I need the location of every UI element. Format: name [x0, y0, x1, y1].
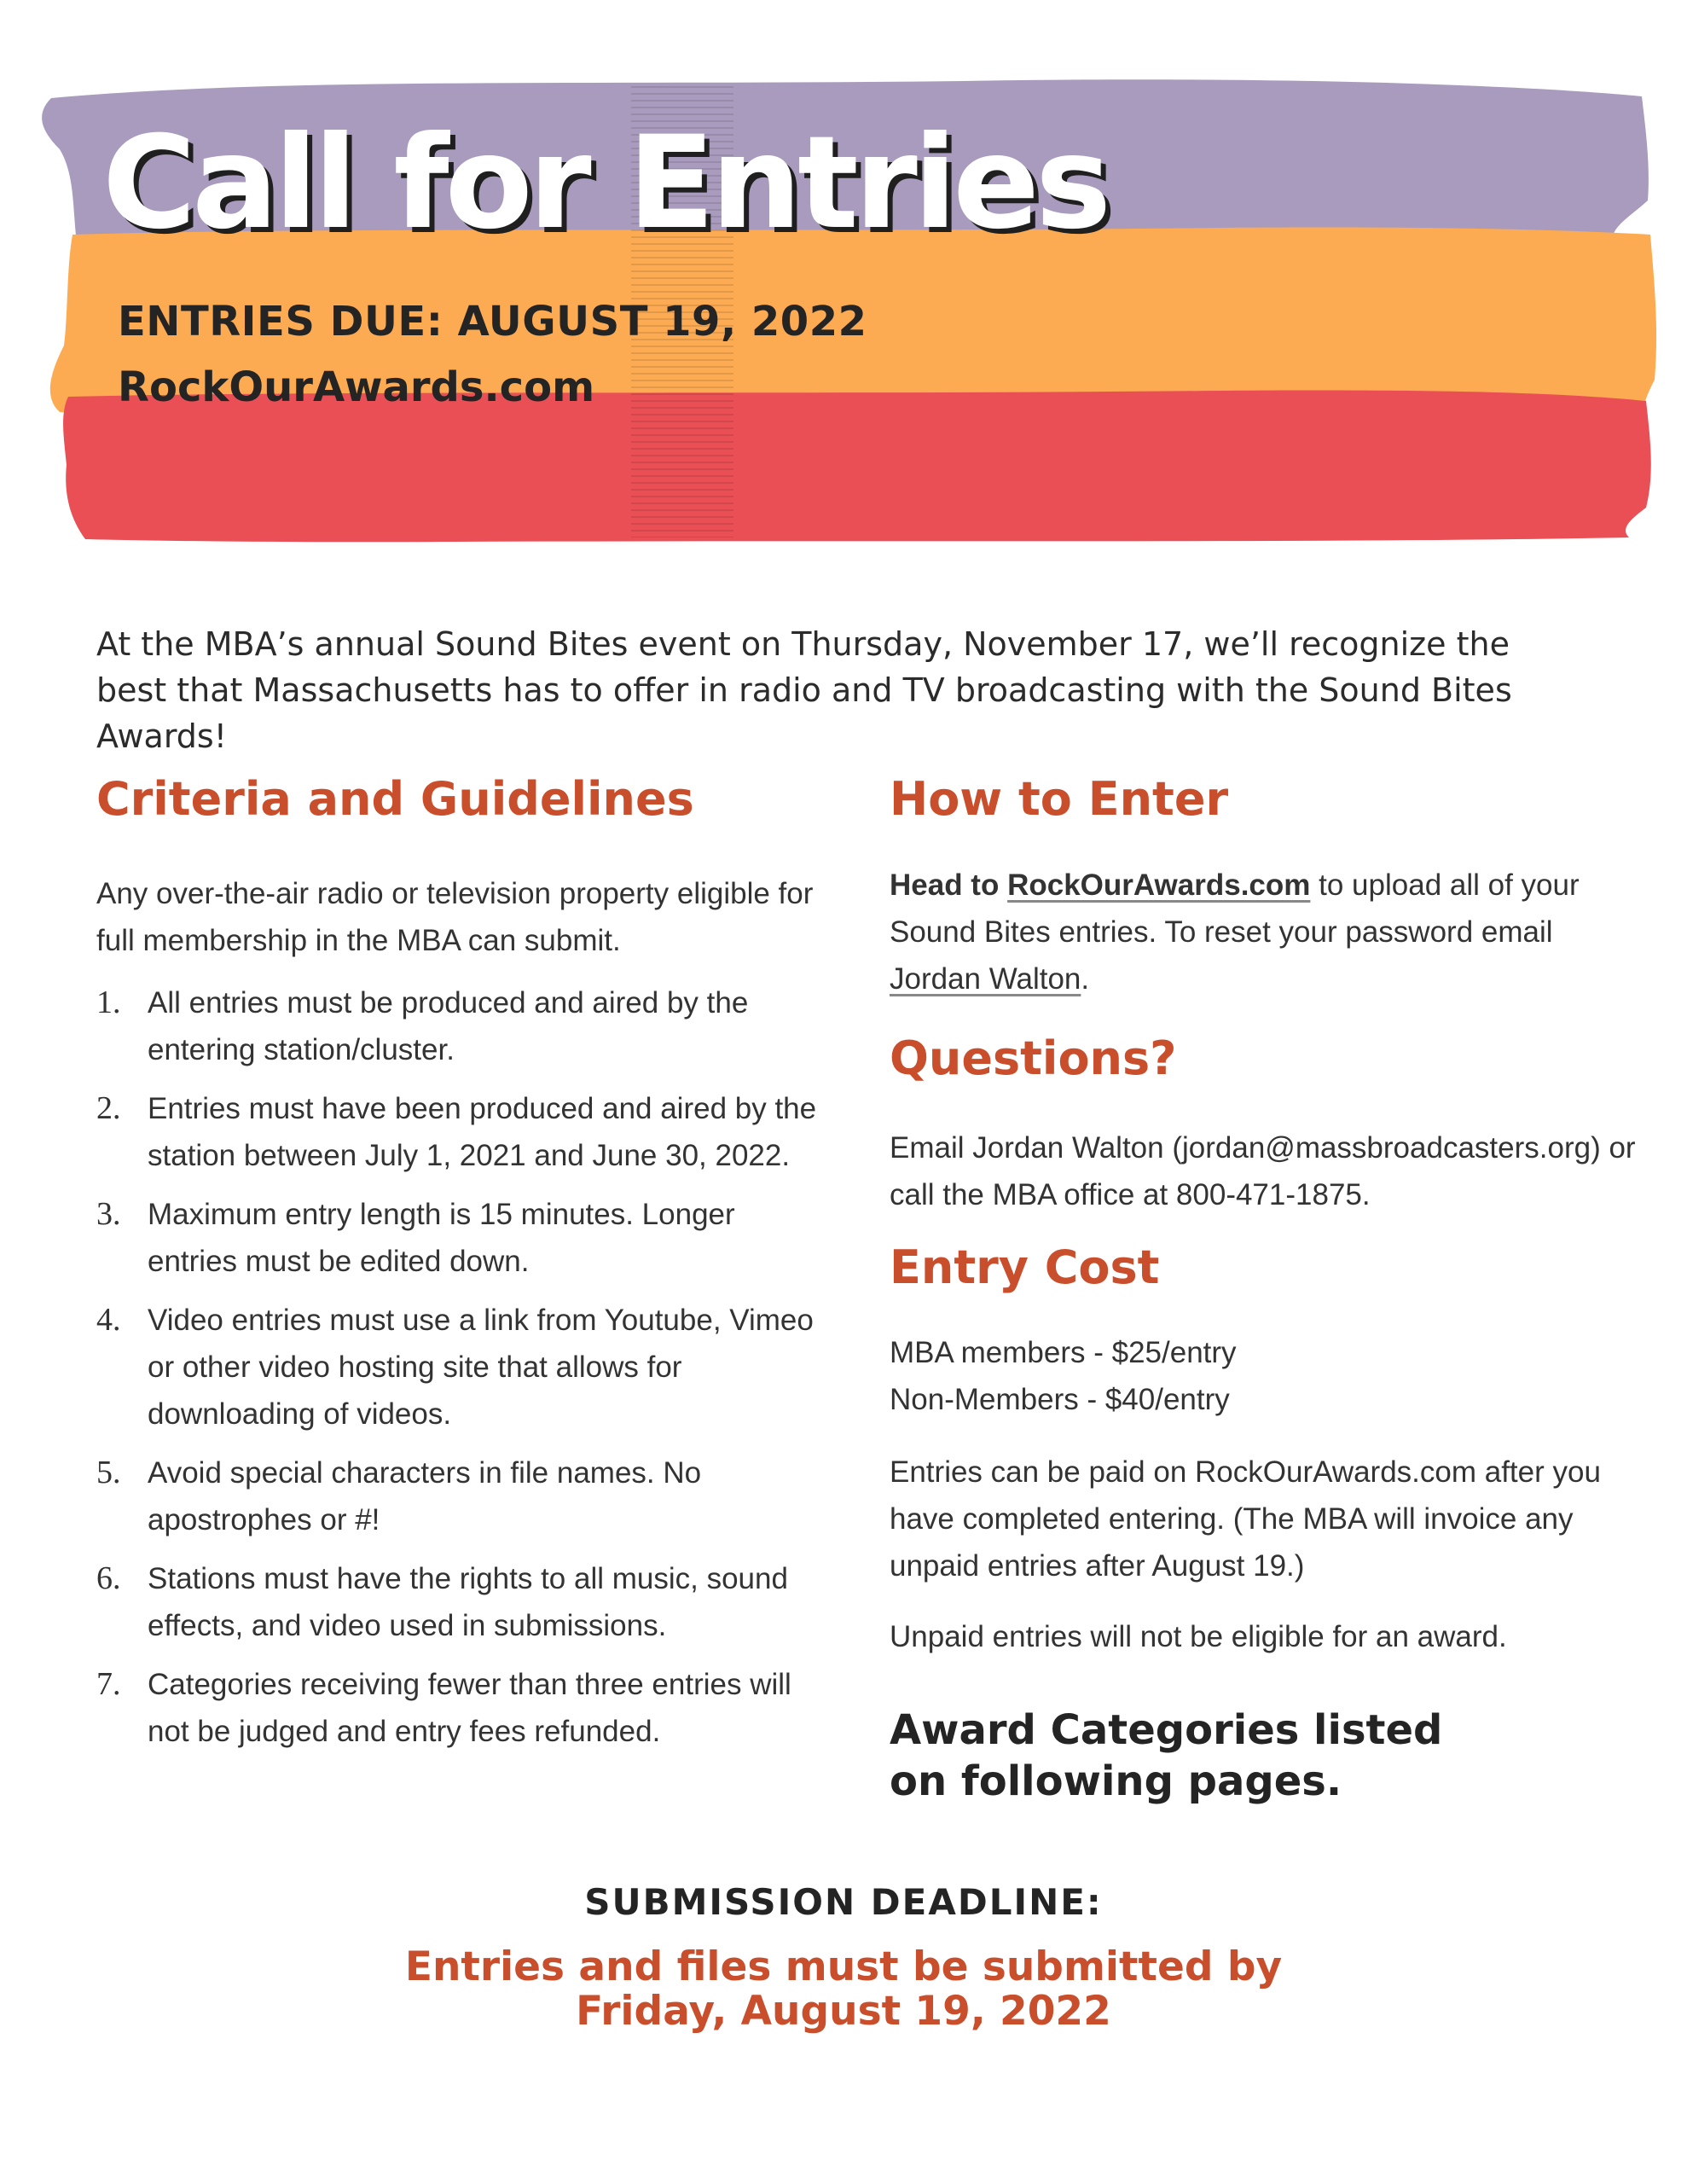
unpaid-note: Unpaid entries will not be eligible for an award. [890, 1620, 1507, 1654]
criteria-heading: Criteria and Guidelines [96, 772, 694, 826]
item-text: Stations must have the rights to all music, sound effects, and video used in submissions. [148, 1561, 788, 1642]
list-item [96, 1297, 830, 1438]
award-categories-note [890, 1705, 1640, 1807]
item-text: Avoid special characters in file names. No apostrophes or #! [148, 1455, 702, 1536]
how-to-enter-heading: How to Enter [890, 772, 1229, 826]
head-to-label: Head to [890, 868, 1000, 902]
list-item [96, 1661, 830, 1755]
deadline-label: SUBMISSION DEADLINE: [584, 1881, 1103, 1923]
period: . [1081, 961, 1090, 996]
item-number: 5. [96, 1454, 121, 1490]
list-item [96, 979, 830, 1073]
header-website: RockOurAwards.com [118, 363, 595, 411]
criteria-lead: Any over-the-air radio or television property eligible for full membership in the MBA can submit. [96, 876, 814, 957]
criteria-list [96, 979, 830, 1755]
page-title: Call for Entries [102, 109, 1108, 258]
info-section [890, 772, 1640, 1807]
questions-heading: Questions? [890, 1031, 1177, 1085]
item-number: 6. [96, 1560, 121, 1596]
criteria-section [96, 772, 830, 1767]
item-number: 4. [96, 1301, 121, 1338]
rockourawards-link[interactable]: RockOurAwards.com [1007, 868, 1311, 902]
entry-cost-heading: Entry Cost [890, 1240, 1160, 1294]
payment-info: Entries can be paid on RockOurAwards.com after you have completed entering. (The MBA will invoice any unpaid entries after August 19.) [890, 1455, 1601, 1583]
award-note-line2: on following pages. [890, 1757, 1342, 1806]
how-to-enter-text [890, 862, 1640, 1002]
red-stripe [63, 391, 1651, 543]
item-text: Video entries must use a link from Youtube, Vimeo or other video hosting site that allows for downloading of videos. [148, 1303, 814, 1431]
list-item [96, 1555, 830, 1649]
item-text: All entries must be produced and aired by the entering station/cluster. [148, 985, 749, 1066]
how-to-enter-body: to upload all of your Sound Bites entries. To reset your password email [890, 868, 1580, 949]
deadline-text [0, 1945, 1687, 2034]
members-cost: MBA members - $25/entry [890, 1336, 1237, 1370]
item-number: 1. [96, 984, 121, 1020]
entries-due: ENTRIES DUE: AUGUST 19, 2022 [118, 298, 867, 346]
jordan-walton-link[interactable]: Jordan Walton [890, 961, 1081, 996]
item-number: 2. [96, 1089, 121, 1126]
item-text: Entries must have been produced and aired by the station between July 1, 2021 and June 30, 2022. [148, 1091, 817, 1172]
questions-text: Email Jordan Walton (jordan@massbroadcasters.org) or call the MBA office at 800-471-1875. [890, 1130, 1636, 1211]
deadline-line2: Friday, August 19, 2022 [576, 1988, 1111, 2035]
list-item [96, 1449, 830, 1543]
intro-paragraph: At the MBA’s annual Sound Bites event on Thursday, November 17, we’ll recognize the best that Massachusetts has to offer in radio and TV broadcasting with the Sound Bites Awards! [96, 625, 1512, 755]
cost-list [890, 1329, 1640, 1423]
deadline-line1: Entries and files must be submitted by [404, 1943, 1283, 1990]
award-note-line1: Award Categories listed [890, 1706, 1443, 1755]
list-item [96, 1191, 830, 1285]
item-number: 3. [96, 1195, 121, 1232]
item-text: Maximum entry length is 15 minutes. Longer entries must be edited down. [148, 1197, 735, 1278]
item-text: Categories receiving fewer than three entries will not be judged and entry fees refunded. [148, 1667, 791, 1748]
list-item [96, 1085, 830, 1179]
item-number: 7. [96, 1665, 121, 1702]
non-members-cost: Non-Members - $40/entry [890, 1383, 1230, 1417]
